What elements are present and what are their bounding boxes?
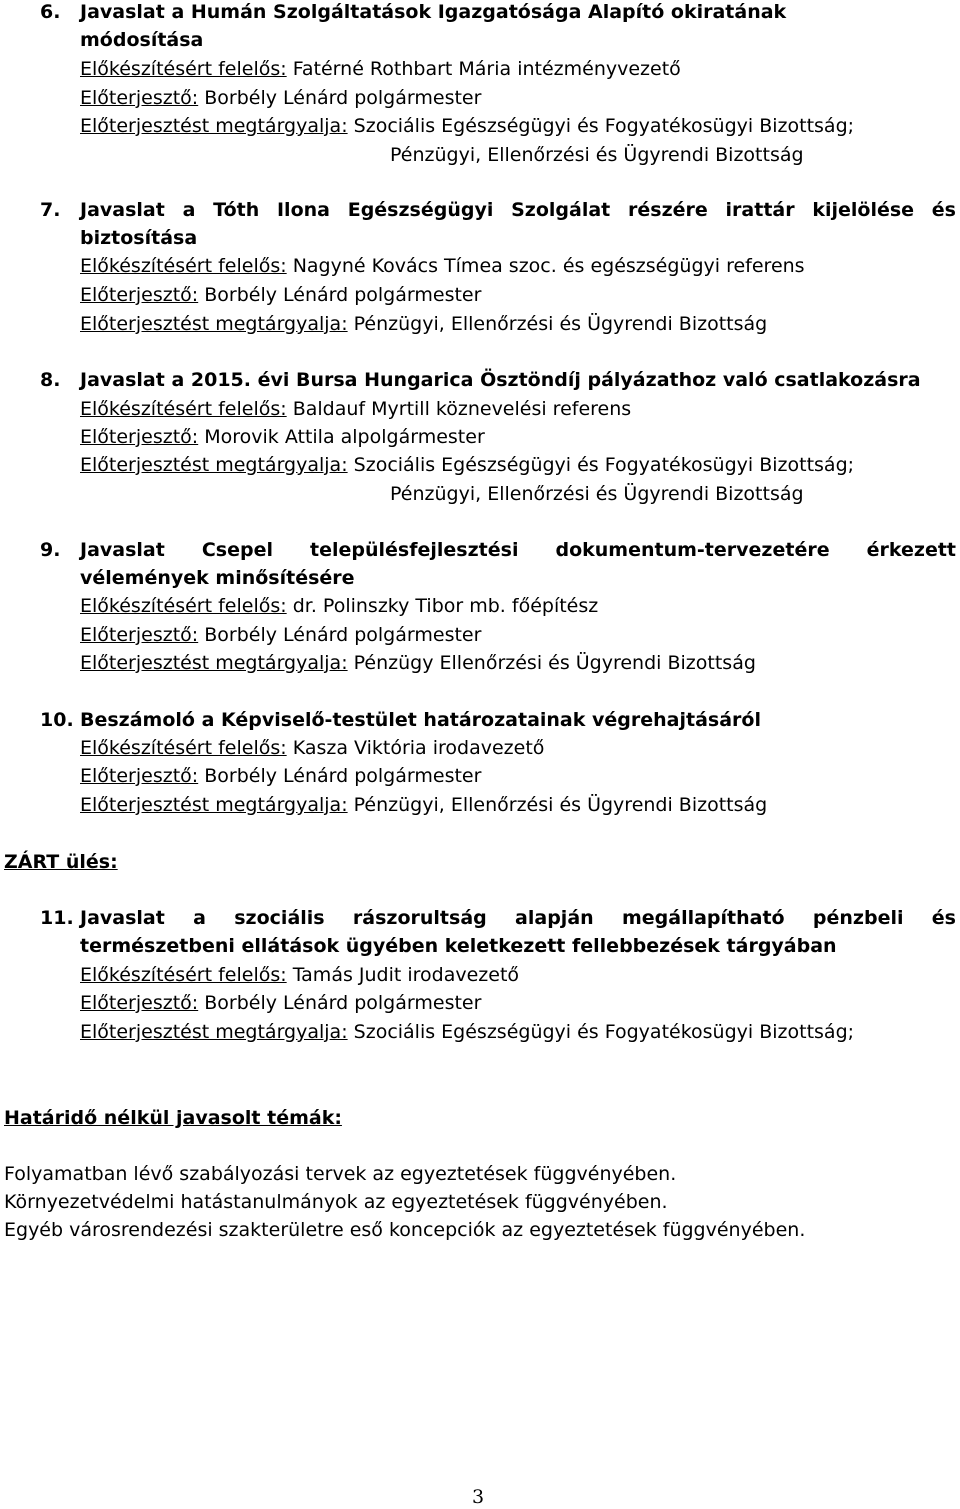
prep-line	[80, 397, 631, 421]
discuss-line	[80, 312, 767, 336]
presenter-value: Borbély Lénárd polgármester	[204, 284, 482, 306]
discuss-value: Pénzügy Ellenőrzési és Ügyrendi Bizottság	[353, 652, 756, 674]
item-title-cont: biztosítása	[80, 227, 198, 249]
presenter-label: Előterjesztő:	[80, 765, 199, 787]
discuss-value: Szociális Egészségügyi és Fogyatékosügyi Bizottság;	[353, 1021, 855, 1043]
discuss-label: Előterjesztést megtárgyalja:	[80, 454, 348, 476]
presenter-line	[80, 425, 485, 449]
page-number: 3	[472, 1486, 485, 1508]
item-number: 6.	[40, 1, 61, 23]
item-title: Javaslat a Humán Szolgáltatások Igazgatósága Alapító okiratának	[80, 1, 787, 23]
prep-line	[80, 254, 805, 278]
prep-line	[80, 57, 681, 81]
item-title: Beszámoló a Képviselő-testület határozatainak végrehajtásáról	[80, 709, 761, 731]
discuss-value: Pénzügyi, Ellenőrzési és Ügyrendi Bizottság	[353, 313, 768, 335]
item-number: 7.	[40, 199, 61, 221]
discuss-label: Előterjesztést megtárgyalja:	[80, 794, 348, 816]
topic-item: Folyamatban lévő szabályozási tervek az egyeztetések függvényében.	[4, 1163, 677, 1185]
discuss-value: Szociális Egészségügyi és Fogyatékosügyi Bizottság;	[353, 115, 855, 137]
topic-item: Környezetvédelmi hatástanulmányok az egyeztetések függvényében.	[4, 1191, 668, 1213]
presenter-value: Borbély Lénárd polgármester	[204, 765, 482, 787]
prep-value: Fatérné Rothbart Mária intézményvezető	[292, 58, 681, 80]
presenter-line	[80, 283, 481, 307]
discuss-line	[80, 453, 854, 477]
item-title: Javaslat Csepel településfejlesztési dokumentum-tervezetére érkezett	[80, 539, 956, 561]
discuss-line	[80, 1020, 854, 1044]
presenter-value: Borbély Lénárd polgármester	[204, 87, 482, 109]
item-number: 9.	[40, 539, 61, 561]
presenter-value: Borbély Lénárd polgármester	[204, 992, 482, 1014]
item-number: 8.	[40, 369, 61, 391]
no-deadline-heading: Határidő nélkül javasolt témák:	[4, 1107, 342, 1129]
discuss-value-cont: Pénzügyi, Ellenőrzési és Ügyrendi Bizottság	[390, 144, 804, 166]
prep-line	[80, 594, 598, 618]
item-title: Javaslat a szociális rászorultság alapján megállapítható pénzbeli és	[80, 907, 956, 929]
prep-line	[80, 736, 544, 760]
item-title-cont: vélemények minősítésére	[80, 567, 355, 589]
discuss-value: Szociális Egészségügyi és Fogyatékosügyi Bizottság;	[353, 454, 855, 476]
presenter-label: Előterjesztő:	[80, 624, 199, 646]
discuss-line	[80, 793, 767, 817]
item-title-cont: természetbeni ellátások ügyében keletkezett fellebbezések tárgyában	[80, 935, 837, 957]
presenter-line	[80, 764, 481, 788]
discuss-label: Előterjesztést megtárgyalja:	[80, 115, 348, 137]
prep-value: Tamás Judit irodavezető	[292, 964, 520, 986]
discuss-label: Előterjesztést megtárgyalja:	[80, 1021, 348, 1043]
presenter-label: Előterjesztő:	[80, 284, 199, 306]
prep-value: Kasza Viktória irodavezető	[292, 737, 545, 759]
prep-label: Előkészítésért felelős:	[80, 255, 287, 277]
presenter-line	[80, 623, 481, 647]
presenter-label: Előterjesztő:	[80, 992, 199, 1014]
closed-session-heading: ZÁRT ülés:	[4, 851, 118, 873]
discuss-value: Pénzügyi, Ellenőrzési és Ügyrendi Bizottság	[353, 794, 768, 816]
item-title: Javaslat a 2015. évi Bursa Hungarica Ösztöndíj pályázathoz való csatlakozásra	[80, 369, 921, 391]
presenter-value: Borbély Lénárd polgármester	[204, 624, 482, 646]
prep-label: Előkészítésért felelős:	[80, 964, 287, 986]
prep-value: Baldauf Myrtill köznevelési referens	[292, 398, 632, 420]
discuss-label: Előterjesztést megtárgyalja:	[80, 652, 348, 674]
prep-value: dr. Polinszky Tibor mb. főépítész	[292, 595, 599, 617]
item-title-cont: módosítása	[80, 29, 204, 51]
prep-label: Előkészítésért felelős:	[80, 595, 287, 617]
item-title: Javaslat a Tóth Ilona Egészségügyi Szolgálat részére irattár kijelölése és	[80, 199, 956, 221]
prep-value: Nagyné Kovács Tímea szoc. és egészségügyi referens	[292, 255, 805, 277]
discuss-value-cont: Pénzügyi, Ellenőrzési és Ügyrendi Bizottság	[390, 483, 804, 505]
prep-label: Előkészítésért felelős:	[80, 58, 287, 80]
discuss-line	[80, 651, 756, 675]
presenter-label: Előterjesztő:	[80, 426, 199, 448]
presenter-label: Előterjesztő:	[80, 87, 199, 109]
presenter-value: Morovik Attila alpolgármester	[204, 426, 485, 448]
item-number: 10.	[40, 709, 74, 731]
prep-line	[80, 963, 519, 987]
discuss-line	[80, 114, 854, 138]
discuss-label: Előterjesztést megtárgyalja:	[80, 313, 348, 335]
topic-item: Egyéb városrendezési szakterületre eső koncepciók az egyeztetések függvényében.	[4, 1219, 806, 1241]
prep-label: Előkészítésért felelős:	[80, 737, 287, 759]
prep-label: Előkészítésért felelős:	[80, 398, 287, 420]
presenter-line	[80, 86, 481, 110]
presenter-line	[80, 991, 481, 1015]
item-number: 11.	[40, 907, 74, 929]
